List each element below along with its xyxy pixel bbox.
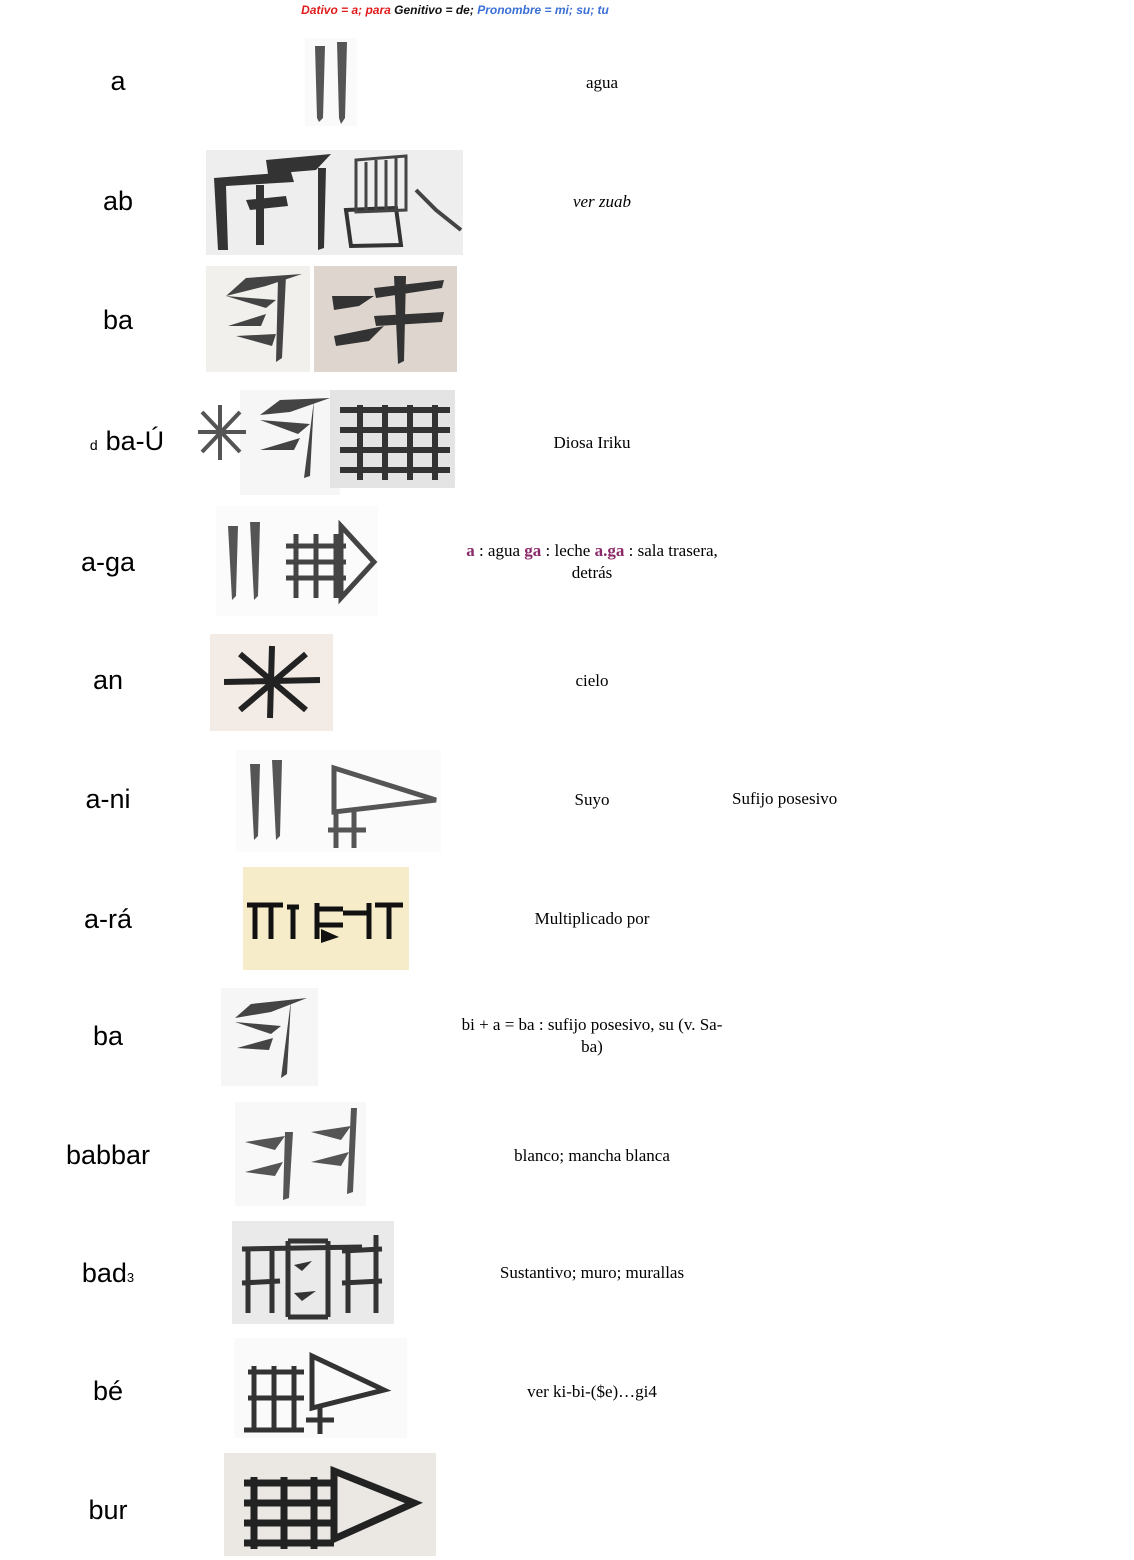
header-legend <box>0 3 910 17</box>
entry-note: Sufijo posesivo <box>732 789 838 808</box>
entry-definition: bi + a = ba : sufijo posesivo, su (v. Sa-ba) <box>461 1015 723 1056</box>
entry-word: ba <box>102 305 134 335</box>
def-text-aga: : sala trasera, detrás <box>571 541 718 582</box>
entry-word: babbar <box>65 1140 151 1170</box>
cuneiform-ba-icon <box>206 266 310 372</box>
entry-prefix: d <box>89 437 98 453</box>
cuneiform-an-icon <box>190 390 455 495</box>
header-genitivo: Genitivo = de; <box>394 3 474 17</box>
cuneiform-a-ni-icon <box>236 750 441 852</box>
entry-definition: blanco; mancha blanca <box>514 1146 670 1165</box>
def-hl-a: a <box>466 541 475 560</box>
entry-definition: ver zuab <box>572 192 632 211</box>
cuneiform-a-ga-icon <box>216 506 378 616</box>
cuneiform-ba-icon <box>314 266 457 372</box>
entry-definition: Sustantivo; muro; murallas <box>499 1263 685 1282</box>
header-dativo: Dativo = a; para <box>301 3 391 17</box>
entry-definition: agua <box>585 73 619 92</box>
entry-definition: Multiplicado por <box>534 909 650 928</box>
entry-definition: Diosa Iriku <box>553 433 631 452</box>
entry-word: a-ga <box>80 547 136 577</box>
entry-word: ab <box>102 186 134 216</box>
entry-word: a <box>110 66 126 96</box>
cuneiform-an-icon <box>210 634 333 731</box>
def-text-ga: : leche <box>545 541 591 560</box>
entry-word: bur <box>88 1495 128 1525</box>
cuneiform-a-ra-icon <box>243 867 409 970</box>
entry-word: ba <box>92 1021 124 1051</box>
entry-word-text: ba-Ú <box>105 426 165 456</box>
entry-word: bé <box>92 1376 124 1406</box>
entry-definition <box>457 540 727 584</box>
def-text-a: : agua <box>478 541 521 560</box>
cuneiform-bur-icon <box>224 1453 436 1556</box>
cuneiform-ba-icon <box>221 988 318 1086</box>
cuneiform-ab-icon <box>206 150 463 255</box>
cuneiform-babbar-icon <box>235 1102 366 1206</box>
def-hl-aga: a.ga <box>594 541 625 560</box>
entry-definition: ver ki-bi-($e)…gi4 <box>527 1382 657 1401</box>
cuneiform-be-icon <box>234 1338 407 1438</box>
entry-definition: Suyo <box>574 790 610 809</box>
entry-subscript: 3 <box>126 1270 135 1285</box>
entry-definition: cielo <box>575 671 609 690</box>
def-hl-ga: ga <box>524 541 542 560</box>
header-pronombre: Pronombre = mi; su; tu <box>477 3 609 17</box>
entry-word: a-ni <box>85 784 131 814</box>
entry-word: an <box>92 665 124 695</box>
cuneiform-a-icon <box>305 38 357 126</box>
entry-word-text: bad <box>81 1258 127 1288</box>
entry-word: a-rá <box>83 904 132 934</box>
entry-word <box>52 426 202 457</box>
cuneiform-bad3-icon <box>232 1221 394 1324</box>
entry-word <box>33 1258 183 1289</box>
